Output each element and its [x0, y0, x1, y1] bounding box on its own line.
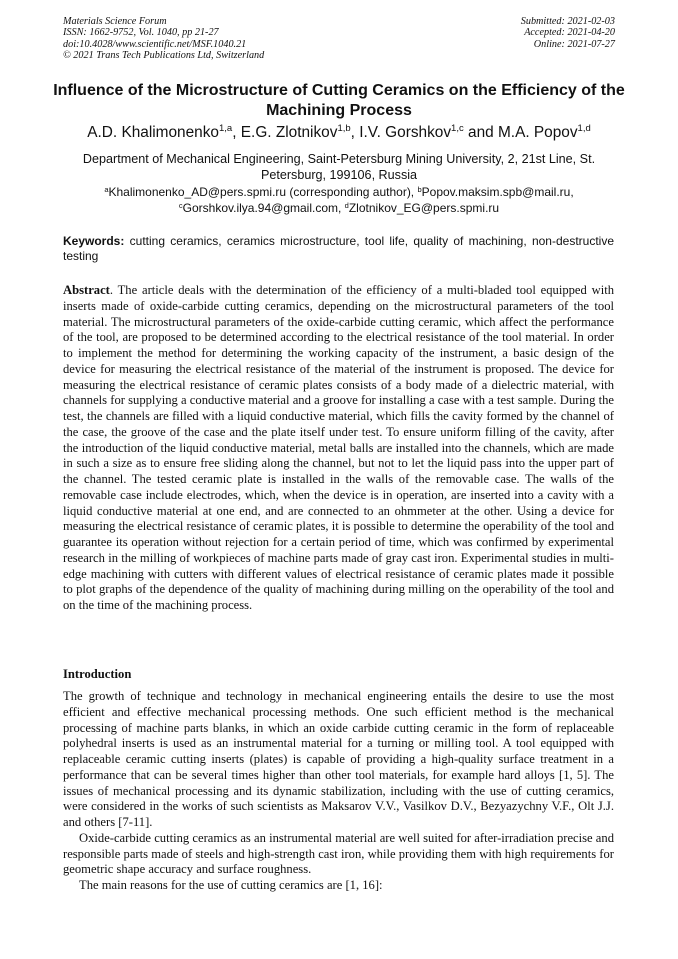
section-heading-introduction: Introduction — [63, 667, 132, 681]
author-affil-sup: 1,b — [337, 123, 351, 134]
author-separator: , — [232, 124, 241, 141]
author-name: E.G. Zlotnikov — [240, 124, 338, 141]
paragraph: The growth of technique and technology in mechanical engineering entails the desire to use the most efficient and effective mechanical processing methods. One such efficient method is the mechanical processing of machine parts blanks, in which an oxide carbide cutting ceramic in the form of replaceable polyhedral inserts is used as an instrumental material for a turning or milling tool. A tool equipped with replaceable ceramic cutting inserts (plates) is capable of providing a high-quality surface treatment in a performance that can be several times higher than other tool materials, for example hard alloys [1, 5]. The issues of mechanical processing and its dynamic stabilization, including with the use of cutting ceramics, were considered in the works of such scientists as Maksarov V.V., Vasilkov D.V., Bezyazychny V.F., Olt J.J. and others [7-11]. — [63, 689, 614, 829]
author-name: A.D. Khalimonenko — [87, 124, 219, 141]
journal-header — [63, 16, 264, 62]
author-affil-sup: 1,d — [577, 123, 591, 134]
keywords-label: Keywords: — [63, 234, 125, 248]
email-sup: d — [344, 200, 349, 210]
email-link[interactable]: Zlotnikov_EG@pers.spmi.ru — [348, 200, 500, 215]
paragraph: Oxide-carbide cutting ceramics as an instrumental material are well suited for after-irradiation precise and responsible parts made of steels and high-strength cast iron, while providing them with high requirements for geometric shape accuracy and surface roughness. — [63, 830, 614, 877]
paragraph: The main reasons for the use of cutting ceramics are [1, 16]: — [79, 878, 383, 892]
email-sup: c — [178, 200, 183, 210]
abstract-block — [63, 283, 614, 614]
affiliation: Department of Mechanical Engineering, Saint-Petersburg Mining University, 2, 21st Line, St. Petersburg, 199106, Russia — [82, 152, 596, 182]
paper-title: Influence of the Microstructure of Cutting Ceramics on the Efficiency of the Machining Process — [53, 82, 625, 119]
author-emails — [50, 185, 628, 217]
abstract-text: . The article deals with the determination of the efficiency of a multi-bladed tool equipped with inserts made of oxide-carbide cutting ceramics, depending on the microstructural parameters of the tool material. The microstructural parameters of the oxide-carbide cutting ceramic, which affect the performance of the tool, are proposed to be determined according to the electrical resistance of the tool material. In order to implement the method for determining the working capacity of the instrument, a basic design of the device for measuring the electrical resistance of the material of the instrument is proposed. The device for measuring the electrical resistance of ceramic plates consists of a body made of a dielectric material, with channels for supplying a conductive material and a groove for installing a case with a test sample. During the test, the channels are filled with a liquid conductive material, which fills the cavity formed by the channel of the case, the groove of the case and the plate itself under test. To ensure uniform filling of the cavity, after the introduction of the liquid conductive material, metal balls are installed into the channels, which are made in such a size as to ensure free sliding along the channel, but not to let the liquid pass into the upper part of the channel. The tested ceramic plate is installed in the walls of the removable case. The walls of the removable case include electrodes, which, when the device is in operation, are inserted into a cavity with a liquid conductive material at one end, and are connected to an ohmmeter at the other. Using a device for measuring the electrical resistance of ceramic plates, it is possible to determine the operability of the tool and guarantee its operation without rejection for a certain period of time, which was confirmed by experimental research in the milling of workpieces of machine parts made of gray cast iron. Experimental studies in multi-edge machining with cutters with different values of electrical resistance of ceramic plates made it possible to plot graphs of the dependence of the quality of machining during milling on the operability of the tool and on the time of the machining process. — [63, 283, 614, 612]
journal-name: Materials Science Forum — [63, 16, 167, 27]
online-date: Online: 2021-07-27 — [533, 38, 615, 50]
author-affil-sup: 1,c — [451, 123, 464, 134]
keywords-text: cutting ceramics, ceramics microstructure, tool life, quality of machining, non-destructive testing — [63, 234, 614, 264]
author-separator: , — [350, 124, 360, 141]
dates-header — [521, 16, 615, 50]
email-link[interactable]: Gorshkov.ilya.94@gmail.com, — [182, 200, 345, 215]
copyright-line: © 2021 Trans Tech Publications Ltd, Switzerland — [63, 50, 265, 62]
email-sup: b — [417, 185, 422, 194]
doi-line: doi:10.4028/www.scientific.net/MSF.1040.21 — [63, 38, 247, 50]
author-name: M.A. Popov — [497, 124, 578, 141]
introduction-body — [63, 689, 614, 894]
accepted-date: Accepted: 2021-04-20 — [524, 27, 615, 39]
email-sup: a — [104, 185, 109, 194]
submitted-date: Submitted: 2021-02-03 — [520, 16, 615, 27]
author-and: and — [463, 124, 498, 141]
keywords-block — [63, 234, 614, 265]
email-link[interactable]: Khalimonenko_AD@pers.spmi.ru (corresponding author), — [108, 185, 418, 199]
author-name: I.V. Gorshkov — [359, 124, 452, 141]
author-affil-sup: 1,a — [219, 123, 233, 134]
email-link[interactable]: Popov.maksim.spb@mail.ru, — [421, 185, 574, 199]
abstract-label: Abstract — [63, 283, 110, 297]
author-list — [30, 123, 648, 142]
issn-line: ISSN: 1662-9752, Vol. 1040, pp 21-27 — [63, 27, 219, 39]
